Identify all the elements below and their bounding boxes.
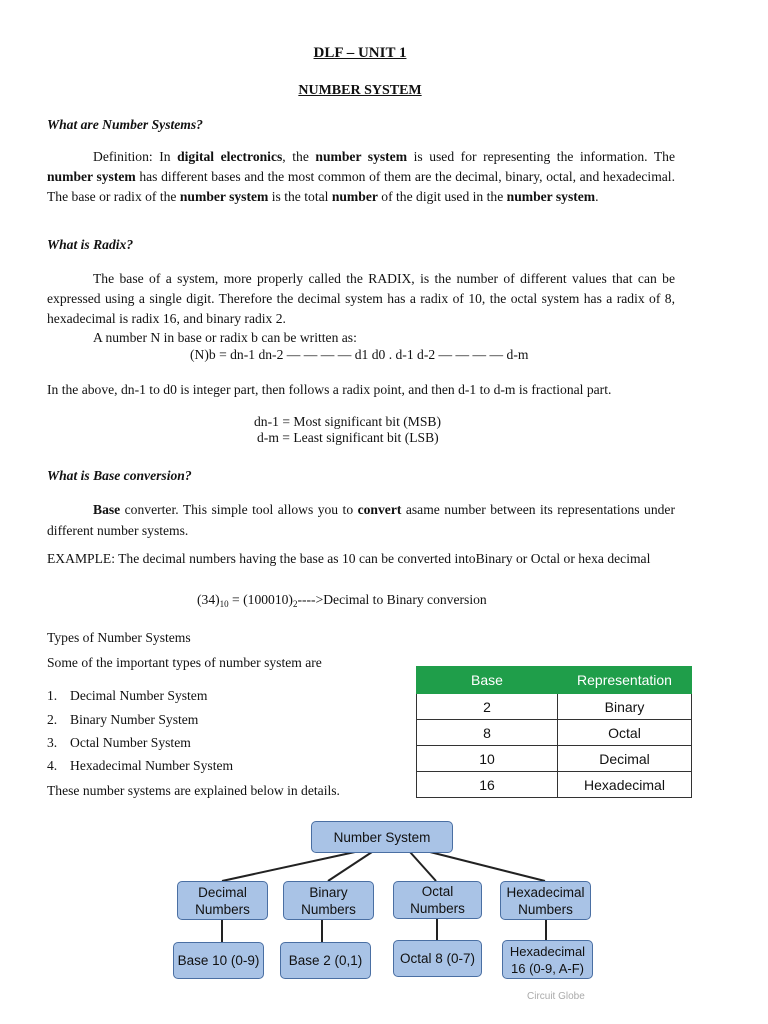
radix-explanation: In the above, dn-1 to d0 is integer part, then follows a radix point, and then d-1 to d-m is fractional part. — [47, 382, 612, 397]
tree-node-binary: Binary Numbers — [283, 881, 374, 920]
tree-node-hexadecimal: Hexadecimal Numbers — [500, 881, 591, 920]
bold-term: number — [331, 189, 378, 204]
section-title: NUMBER SYSTEM — [298, 83, 422, 98]
definition-text: has different bases and the most common of them are the decimal, binary, octal, and hexadecimal. The base or radix of the — [47, 169, 675, 204]
conv-tail: ---->Decimal to Binary conversion — [297, 592, 487, 607]
types-intro: Some of the important types of number system are — [47, 655, 322, 670]
cell-base: 2 — [417, 694, 558, 720]
conv-lhs: (34) — [197, 592, 220, 607]
tree-node-octal: Octal Numbers — [393, 881, 482, 919]
bold-term: digital electronics — [177, 149, 283, 164]
base-converter-text: converter. This simple tool allows you to — [120, 502, 358, 517]
radix-paragraph: The base of a system, more properly called the RADIX, is the number of different values that can be expressed using a single digit. Therefore the decimal system has a radix of 10, the octal system has a radix of 8, hexadecimal is radix 16, and binary radix 2. — [47, 271, 675, 326]
tree-node-octal8: Octal 8 (0-7) — [393, 940, 482, 977]
definition-text: of the digit used in the — [377, 189, 507, 204]
bold-term: number system — [179, 189, 269, 204]
heading-what-are-number-systems: What are Number Systems? — [47, 117, 203, 132]
bold-term: number system — [506, 189, 596, 204]
cell-base: 10 — [417, 746, 558, 772]
list-item: 4. Hexadecimal Number System — [47, 758, 234, 773]
definition-text: is used for representing the information. The — [407, 149, 675, 164]
conv-lhs-sub: 10 — [219, 599, 229, 609]
msb-definition: dn-1 = Most significant bit (MSB) — [254, 414, 442, 429]
definition-text: , the — [282, 149, 316, 164]
radix-formula-intro: A number N in base or radix b can be written as: — [93, 330, 357, 345]
cell-representation: Hexadecimal — [558, 772, 692, 798]
cell-representation: Binary — [558, 694, 692, 720]
heading-what-is-base-conversion: What is Base conversion? — [47, 468, 192, 483]
watermark-circuit-globe: Circuit Globe — [527, 991, 585, 1002]
tree-node-base10: Base 10 (0-9) — [173, 942, 264, 979]
cell-base: 16 — [417, 772, 558, 798]
base-word: Base — [93, 502, 121, 517]
definition-text: Definition: In — [93, 149, 178, 164]
heading-what-is-radix: What is Radix? — [47, 237, 134, 252]
cell-representation: Octal — [558, 720, 692, 746]
header-base: Base — [417, 667, 558, 694]
definition-text: . — [595, 189, 599, 204]
radix-formula: (N)b = dn-1 dn-2 — — — — d1 d0 . d-1 d-2 — — — — d-m — [190, 347, 529, 362]
tree-node-hex16: Hexadecimal 16 (0-9, A-F) — [502, 940, 593, 979]
types-heading: Types of Number Systems — [47, 630, 191, 645]
base-converter-text-end: asame number between its representations under different number systems. — [47, 502, 675, 538]
tree-node-base2: Base 2 (0,1) — [280, 942, 371, 979]
list-item: 2. Binary Number System — [47, 712, 199, 727]
list-item: 3. Octal Number System — [47, 735, 191, 750]
cell-base: 8 — [417, 720, 558, 746]
lsb-definition: d-m = Least significant bit (LSB) — [257, 430, 439, 445]
unit-title: DLF – UNIT 1 — [313, 45, 407, 61]
conv-rhs-sub: 2 — [292, 599, 298, 609]
list-item: 1. Decimal Number System — [47, 688, 208, 703]
cell-representation: Decimal — [558, 746, 692, 772]
bold-term: number system — [47, 169, 136, 184]
bold-term: number system — [315, 149, 408, 164]
header-representation: Representation — [558, 667, 692, 694]
example-paragraph: EXAMPLE: The decimal numbers having the base as 10 can be converted intoBinary or Octal or hexa decimal — [47, 551, 651, 566]
types-outro: These number systems are explained below in details. — [47, 783, 340, 798]
convert-word: convert — [357, 502, 402, 517]
tree-node-decimal: Decimal Numbers — [177, 881, 268, 920]
tree-root-node: Number System — [311, 821, 453, 853]
conv-eq: = (100010) — [228, 592, 293, 607]
definition-text: is the total — [268, 189, 332, 204]
